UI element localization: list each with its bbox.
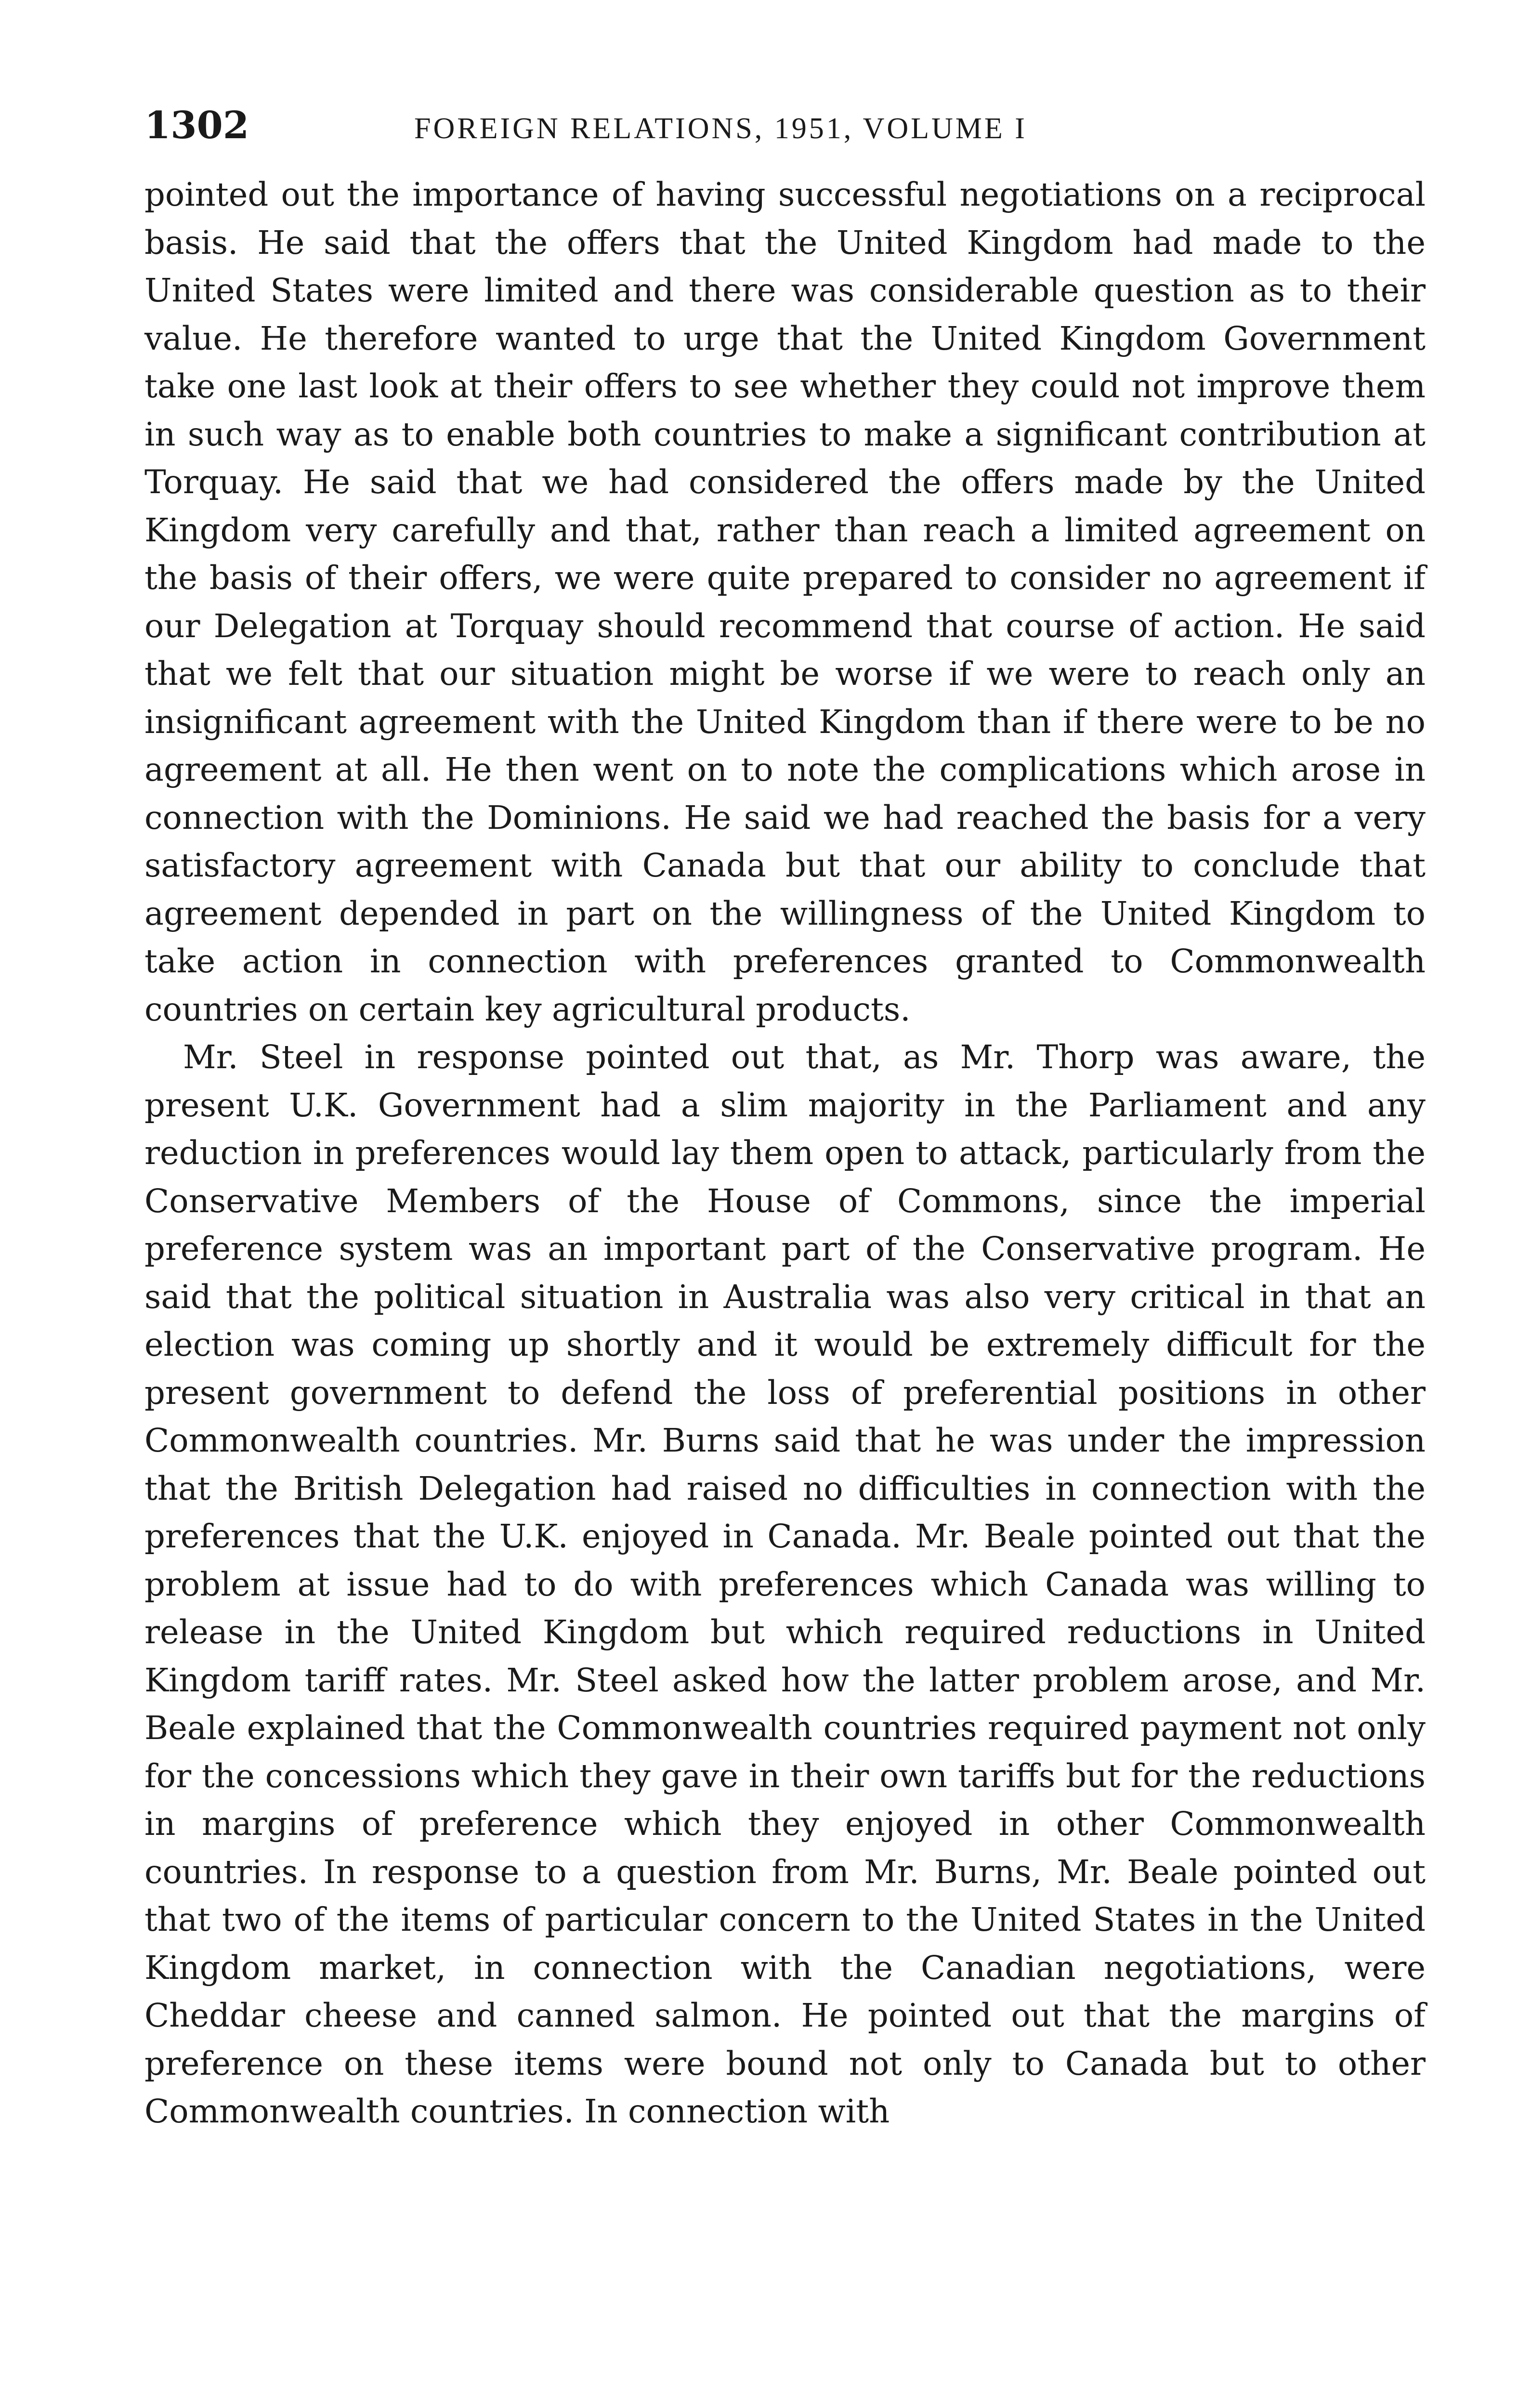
page-header xyxy=(144,104,1426,171)
page-number: 1302 xyxy=(144,104,249,147)
paragraph: pointed out the importance of having successful negotiations on a reciprocal basis. He said that the offers that the United Kingdom had made to the United States were limited and there was considerable question as to their value. He therefore wanted to urge that the United Kingdom Government take one last look at their offers to see whether they could not improve them in such way as to enable both countries to make a significant contribution at Torquay. He said that we had considered the offers made by the United Kingdom very carefully and that, rather than reach a limited agreement on the basis of their offers, we were quite prepared to consider no agreement if our Delegation at Torquay should recommend that course of action. He said that we felt that our situation might be worse if we were to reach only an insignificant agreement with the United Kingdom than if there were to be no agreement at all. He then went on to note the complications which arose in connection with the Dominions. He said we had reached the basis for a very satisfactory agreement with Canada but that our ability to conclude that agreement depended in part on the willingness of the United Kingdom to take action in connection with preferences granted to Commonwealth countries on certain key agricultural products. xyxy=(144,176,1426,1028)
document-page xyxy=(144,104,1426,2136)
paragraph: Mr. Steel in response pointed out that, as Mr. Thorp was aware, the present U.K. Government had a slim majority in the Parliament and any reduction in preferences would lay them open to attack, particularly from the Conservative Members of the House of Commons, since the imperial preference system was an important part of the Conservative program. He said that the political situation in Australia was also very critical in that an election was coming up shortly and it would be extremely difficult for the present government to defend the loss of preferential positions in other Commonwealth countries. Mr. Burns said that he was under the impression that the British Delegation had raised no difficulties in connection with the preferences that the U.K. enjoyed in Canada. Mr. Beale pointed out that the problem at issue had to do with preferences which Canada was willing to release in the United Kingdom but which required reductions in United Kingdom tariff rates. Mr. Steel asked how the latter problem arose, and Mr. Beale explained that the Commonwealth countries required payment not only for the concessions which they gave in their own tariffs but for the reductions in margins of preference which they enjoyed in other Commonwealth countries. In response to a question from Mr. Burns, Mr. Beale pointed out that two of the items of particular concern to the United States in the United Kingdom market, in connection with the Canadian negotiations, were Cheddar cheese and canned salmon. He pointed out that the margins of preference on these items were bound not only to Canada but to other Commonwealth countries. In connection with xyxy=(144,1038,1426,2130)
running-head: FOREIGN RELATIONS, 1951, VOLUME I xyxy=(414,112,1027,145)
body-text xyxy=(144,171,1426,2136)
